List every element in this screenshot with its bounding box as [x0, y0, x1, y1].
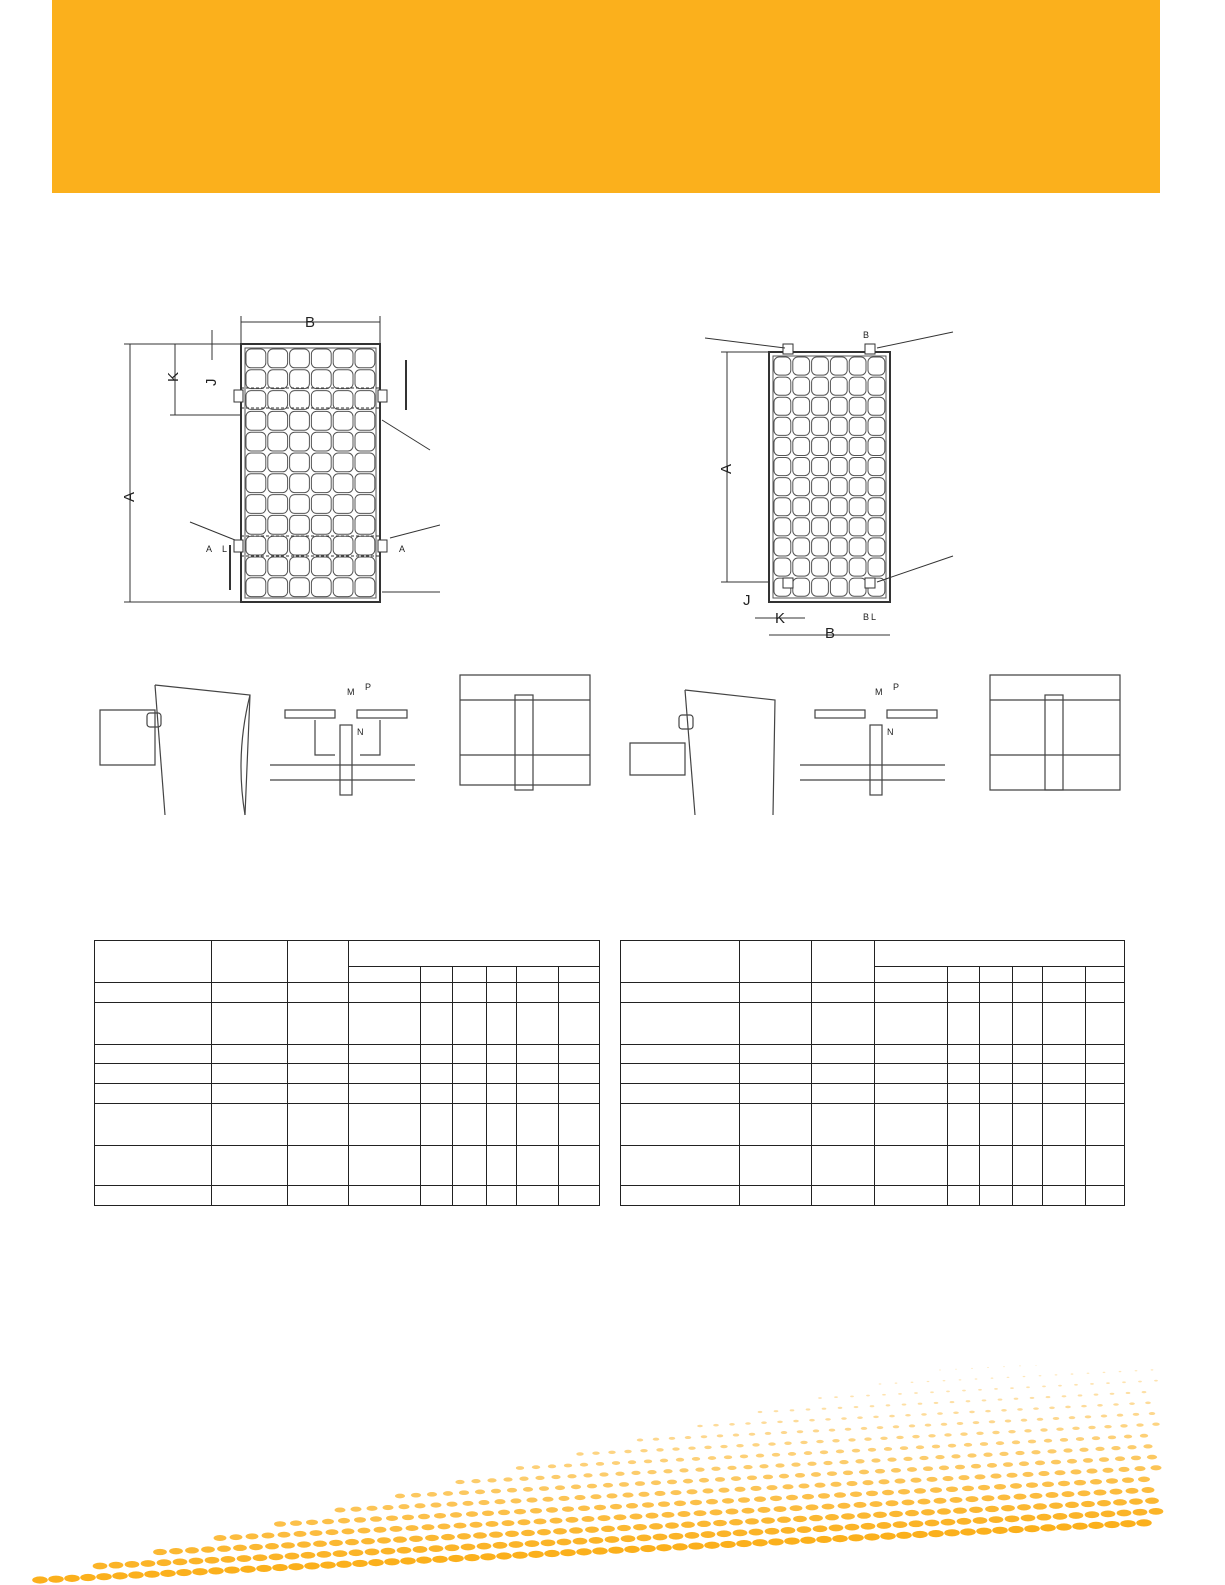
dim-j-label: J: [203, 378, 220, 386]
landscape-mounting-drawing: [705, 320, 965, 640]
section-marker-bottom: B: [863, 612, 870, 622]
detail-m-label-2: M: [875, 687, 883, 697]
decorative-dot-wave: [0, 1365, 1225, 1585]
dim-k-label-landscape: K: [775, 610, 786, 627]
section-marker-right: A: [399, 544, 406, 554]
detail-p-label-2: P: [893, 682, 900, 692]
dim-a-label: A: [121, 491, 138, 502]
dim-k-label: K: [165, 371, 182, 382]
clamp-detail-row: [95, 655, 1135, 820]
portrait-mounting-drawing: [110, 300, 440, 620]
header-banner: [52, 0, 1160, 193]
section-marker-left: A: [206, 544, 213, 554]
detail-n-label-1: N: [357, 727, 364, 737]
section-marker-top: B: [863, 330, 870, 340]
dim-b-label-landscape: B: [825, 625, 836, 640]
dim-l-label: L: [222, 544, 228, 554]
detail-p-label-1: P: [365, 682, 372, 692]
detail-n-label-2: N: [887, 727, 894, 737]
dim-l-label-landscape: L: [871, 612, 877, 622]
dim-a-label-landscape: A: [718, 463, 735, 474]
dim-j-label-landscape: J: [743, 592, 751, 609]
spec-table-left: [94, 940, 600, 1206]
detail-m-label-1: M: [347, 687, 355, 697]
spec-table-right: [620, 940, 1125, 1206]
dim-b-label: B: [305, 314, 316, 331]
